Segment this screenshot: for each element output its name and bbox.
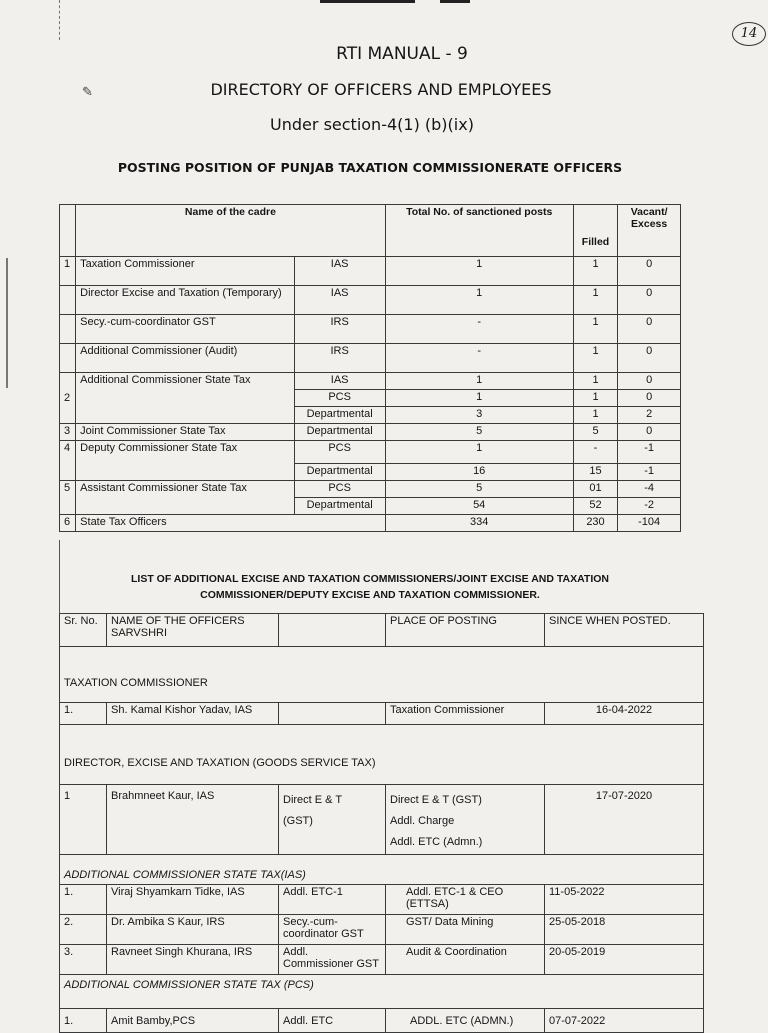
cadre-no	[60, 344, 76, 373]
officer-place: Addl. ETC-1 & CEO (ETTSA)	[386, 885, 545, 915]
cadre-row	[60, 481, 681, 498]
officer-table-header	[60, 614, 704, 647]
cadre-service: PCS	[294, 481, 385, 498]
officer-charge: Addl. ETC	[279, 1009, 386, 1033]
officer-place: Taxation Commissioner	[386, 703, 545, 725]
cadre-no: 4	[60, 441, 76, 481]
pen-mark-icon: ✎	[82, 84, 93, 99]
officer-since: 07-07-2022	[545, 1009, 704, 1033]
cadre-row	[60, 424, 681, 441]
officer-since: 20-05-2019	[545, 945, 704, 975]
cadre-vacant: 0	[618, 373, 681, 390]
officer-row	[60, 1009, 704, 1033]
header-sr: Sr. No.	[60, 614, 107, 647]
cadre-filled: 52	[573, 498, 618, 515]
cadre-vacant: 2	[618, 407, 681, 424]
cadre-sanctioned: 1	[385, 373, 573, 390]
cadre-service: PCS	[294, 441, 385, 464]
cadre-no: 2	[60, 373, 76, 424]
cadre-sanctioned: 3	[385, 407, 573, 424]
officer-sr: 1	[60, 785, 107, 855]
cadre-row	[60, 515, 681, 532]
section-row	[60, 725, 704, 785]
officer-place-line: Addl. Charge	[390, 815, 455, 827]
header-place: PLACE OF POSTING	[386, 614, 545, 647]
cadre-vacant: -4	[618, 481, 681, 498]
cadre-name: State Tax Officers	[76, 515, 385, 532]
cadre-filled: 1	[573, 373, 618, 390]
cadre-filled: 1	[573, 315, 618, 344]
officer-place: Audit & Coordination	[386, 945, 545, 975]
cadre-sanctioned: 1	[385, 441, 573, 464]
officer-list-title	[60, 571, 680, 603]
officer-name: Dr. Ambika S Kaur, IRS	[107, 915, 279, 945]
officer-place-line: Addl. ETC (Admn.)	[390, 836, 483, 848]
officer-sr: 3.	[60, 945, 107, 975]
header-cadre-name: Name of the cadre	[76, 205, 385, 257]
officer-since: 16-04-2022	[545, 703, 704, 725]
margin-dash	[59, 0, 60, 40]
officer-since: 11-05-2022	[545, 885, 704, 915]
cadre-service: IAS	[294, 373, 385, 390]
cadre-name: Additional Commissioner State Tax	[76, 373, 294, 424]
cadre-service: IRS	[294, 344, 385, 373]
cadre-filled: 1	[573, 407, 618, 424]
section-row	[60, 647, 704, 703]
cadre-row	[60, 315, 681, 344]
header-since: SINCE WHEN POSTED.	[545, 614, 704, 647]
header-sanctioned: Total No. of sanctioned posts	[385, 205, 573, 257]
officer-table	[59, 613, 704, 1033]
page-number-mark: 14	[732, 22, 766, 46]
cadre-filled: 1	[573, 286, 618, 315]
cadre-table-header	[60, 205, 681, 257]
officer-row	[60, 885, 704, 915]
cadre-vacant: 0	[618, 315, 681, 344]
cadre-vacant: 0	[618, 257, 681, 286]
officer-row	[60, 785, 704, 855]
cadre-table	[59, 204, 681, 532]
cadre-service: Departmental	[294, 424, 385, 441]
cadre-filled: -	[573, 441, 618, 464]
officer-place	[386, 785, 545, 855]
officer-charge: Addl. Commissioner GST	[279, 945, 386, 975]
officer-charge	[279, 785, 386, 855]
cadre-sanctioned: 1	[385, 286, 573, 315]
cadre-vacant: 0	[618, 424, 681, 441]
cadre-filled: 1	[573, 344, 618, 373]
officer-since: 17-07-2020	[545, 785, 704, 855]
officer-charge: Addl. ETC-1	[279, 885, 386, 915]
header-officer-name: NAME OF THE OFFICERS SARVSHRI	[107, 614, 279, 647]
cadre-vacant: -2	[618, 498, 681, 515]
cadre-sanctioned: 54	[385, 498, 573, 515]
section-row	[60, 975, 704, 1009]
cadre-name: Additional Commissioner (Audit)	[76, 344, 294, 373]
officer-name: Brahmneet Kaur, IAS	[107, 785, 279, 855]
section-reference: Under section-4(1) (b)(ix)	[270, 115, 474, 134]
cadre-row	[60, 441, 681, 464]
officer-row	[60, 915, 704, 945]
officer-charge: Secy.-cum-coordinator GST	[279, 915, 386, 945]
scan-edge	[6, 258, 8, 388]
cadre-no: 6	[60, 515, 76, 532]
cadre-filled: 15	[573, 464, 618, 481]
officer-charge-line: Direct E & T	[283, 794, 343, 806]
cadre-no: 3	[60, 424, 76, 441]
officer-sr: 1.	[60, 703, 107, 725]
officer-place: ADDL. ETC (ADMN.)	[386, 1009, 545, 1033]
officer-list-title-line1: LIST OF ADDITIONAL EXCISE AND TAXATION COMMISSIONERS/JOINT EXCISE AND TAXATION	[131, 573, 609, 585]
officer-name: Ravneet Singh Khurana, IRS	[107, 945, 279, 975]
cadre-row	[60, 286, 681, 315]
cadre-sanctioned: 334	[385, 515, 573, 532]
cadre-vacant: 0	[618, 344, 681, 373]
officer-place: GST/ Data Mining	[386, 915, 545, 945]
cadre-sanctioned: 1	[385, 390, 573, 407]
cadre-filled: 1	[573, 390, 618, 407]
header-blank	[279, 614, 386, 647]
table-title: POSTING POSITION OF PUNJAB TAXATION COMMISSIONERATE OFFICERS	[117, 160, 623, 175]
officer-since: 25-05-2018	[545, 915, 704, 945]
cadre-service: Departmental	[294, 498, 385, 515]
cadre-service: IRS	[294, 315, 385, 344]
cadre-sanctioned: 1	[385, 257, 573, 286]
officer-sr: 1.	[60, 885, 107, 915]
cadre-filled: 5	[573, 424, 618, 441]
cadre-sanctioned: -	[385, 344, 573, 373]
cadre-sanctioned: 16	[385, 464, 573, 481]
cadre-service: Departmental	[294, 407, 385, 424]
officer-name: Amit Bamby,PCS	[107, 1009, 279, 1033]
cadre-service: Departmental	[294, 464, 385, 481]
manual-title: RTI MANUAL - 9	[336, 44, 468, 64]
cadre-vacant: 0	[618, 286, 681, 315]
cadre-filled: 01	[573, 481, 618, 498]
officer-row	[60, 703, 704, 725]
officer-place-line: Direct E & T (GST)	[390, 794, 482, 806]
top-scan-mark	[320, 0, 470, 5]
cadre-vacant: -1	[618, 441, 681, 464]
officer-sr: 1.	[60, 1009, 107, 1033]
cadre-sanctioned: -	[385, 315, 573, 344]
officer-row	[60, 945, 704, 975]
officer-list-title-line2: COMMISSIONER/DEPUTY EXCISE AND TAXATION COMMISSIONER.	[200, 589, 540, 601]
cadre-name: Deputy Commissioner State Tax	[76, 441, 294, 481]
cadre-name: Secy.-cum-coordinator GST	[76, 315, 294, 344]
officer-sr: 2.	[60, 915, 107, 945]
cadre-no	[60, 315, 76, 344]
cadre-vacant: 0	[618, 390, 681, 407]
cadre-filled: 1	[573, 257, 618, 286]
cadre-row	[60, 257, 681, 286]
cadre-sanctioned: 5	[385, 424, 573, 441]
cadre-no: 1	[60, 257, 76, 286]
cadre-name: Taxation Commissioner	[76, 257, 294, 286]
officer-name: Sh. Kamal Kishor Yadav, IAS	[107, 703, 279, 725]
officer-charge-line: (GST)	[283, 815, 313, 827]
cadre-no	[60, 286, 76, 315]
cadre-name: Assistant Commissioner State Tax	[76, 481, 294, 515]
officer-name: Viraj Shyamkarn Tidke, IAS	[107, 885, 279, 915]
cadre-vacant: -104	[618, 515, 681, 532]
cadre-no: 5	[60, 481, 76, 515]
directory-subtitle: DIRECTORY OF OFFICERS AND EMPLOYEES	[210, 80, 552, 99]
cadre-name: Director Excise and Taxation (Temporary)	[76, 286, 294, 315]
section-acst-pcs: ADDITIONAL COMMISSIONER STATE TAX (PCS)	[60, 975, 704, 1009]
cadre-name: Joint Commissioner State Tax	[76, 424, 294, 441]
cadre-vacant: -1	[618, 464, 681, 481]
header-filled: Filled	[573, 205, 618, 257]
cadre-row	[60, 373, 681, 390]
header-vacant: Vacant/ Excess	[618, 205, 681, 257]
section-director-excise: DIRECTOR, EXCISE AND TAXATION (GOODS SERVICE TAX)	[60, 725, 704, 785]
cadre-sanctioned: 5	[385, 481, 573, 498]
section-taxation-commissioner: TAXATION COMMISSIONER	[60, 647, 704, 703]
cadre-service: PCS	[294, 390, 385, 407]
cadre-service: IAS	[294, 286, 385, 315]
cadre-row	[60, 344, 681, 373]
section-row	[60, 855, 704, 885]
officer-charge	[279, 703, 386, 725]
cadre-filled: 230	[573, 515, 618, 532]
cadre-service: IAS	[294, 257, 385, 286]
section-acst-ias: ADDITIONAL COMMISSIONER STATE TAX(IAS)	[60, 855, 704, 885]
